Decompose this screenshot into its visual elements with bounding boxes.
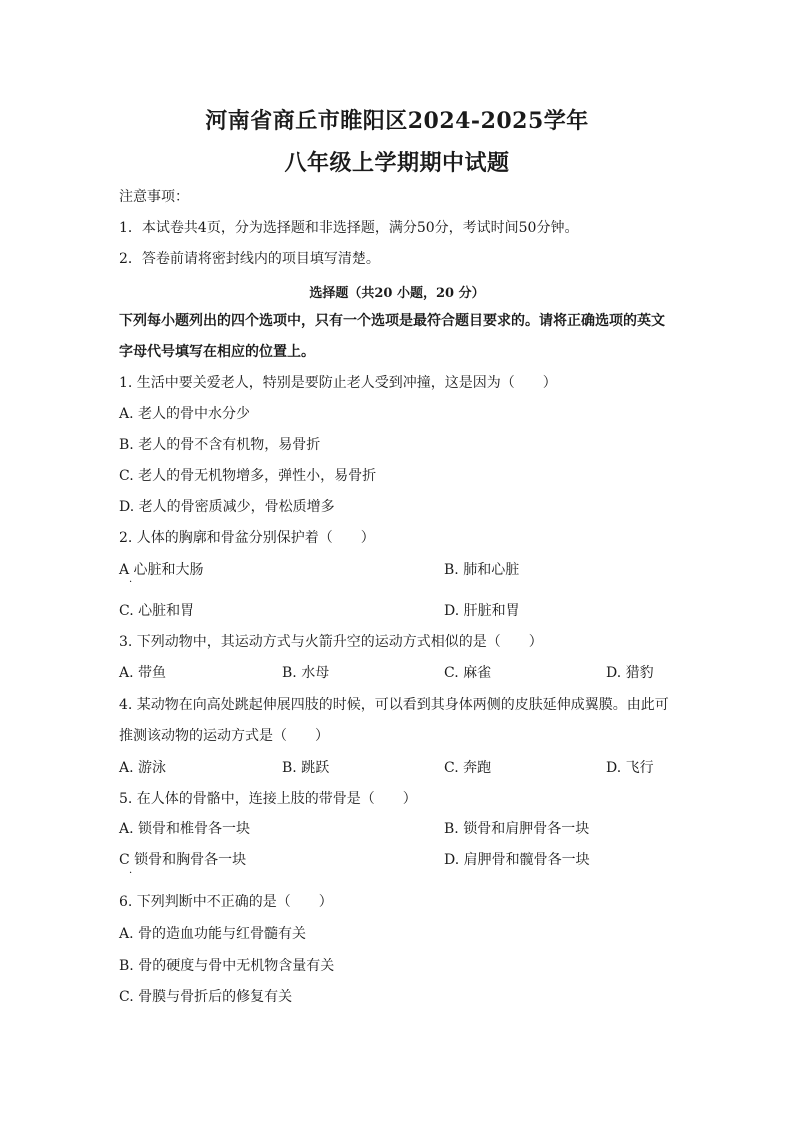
question-4-option-c: C. 奔跑 — [444, 760, 492, 776]
notes-item-1: 1．本试卷共4页，分为选择题和非选择题，满分50分，考试时间50分钟。 — [119, 220, 579, 236]
section-instruction-line1: 下列每小题列出的四个选项中，只有一个选项是最符合题目要求的。请将正确选项的英文 — [119, 313, 665, 329]
question-3-option-c: C. 麻雀 — [444, 665, 492, 681]
question-6-option-a: A. 骨的造血功能与红骨髓有关 — [119, 926, 307, 942]
stray-dot-mark: · — [129, 868, 133, 879]
question-1-option-d: D. 老人的骨密质减少，骨松质增多 — [119, 499, 335, 515]
question-1-stem: 1. 生活中要关爱老人，特别是要防止老人受到冲撞，这是因为（ ） — [119, 375, 557, 391]
question-3-option-b: B. 水母 — [282, 665, 330, 681]
question-2-option-a: A 心脏和大肠 — [119, 562, 204, 578]
exam-title-line2: 八年级上学期期中试题 — [284, 150, 510, 176]
question-1-option-a: A. 老人的骨中水分少 — [119, 406, 251, 422]
question-2-option-c: C. 心脏和胃 — [119, 603, 195, 619]
question-3-stem: 3. 下列动物中，其运动方式与火箭升空的运动方式相似的是（ ） — [119, 634, 543, 650]
question-5-option-a: A. 锁骨和椎骨各一块 — [119, 821, 251, 837]
exam-title-line1: 河南省商丘市睢阳区2024-2025学年 — [205, 108, 589, 134]
question-5-option-c: C 锁骨和胸骨各一块 — [119, 852, 247, 868]
question-3-option-d: D. 猎豹 — [606, 665, 654, 681]
section-instruction-line2: 字母代号填写在相应的位置上。 — [119, 344, 315, 360]
notes-item-2: 2．答卷前请将密封线内的项目填写清楚。 — [119, 251, 380, 267]
question-1-option-c: C. 老人的骨无机物增多，弹性小，易骨折 — [119, 468, 377, 484]
question-4-option-d: D. 飞行 — [606, 760, 654, 776]
question-5-stem: 5. 在人体的骨骼中，连接上肢的带骨是（ ） — [119, 791, 417, 807]
question-6-option-c: C. 骨膜与骨折后的修复有关 — [119, 989, 293, 1005]
question-4-stem-line1: 4. 某动物在向高处跳起伸展四肢的时候，可以看到其身体两侧的皮肤延伸成翼膜。由此可 — [119, 697, 669, 713]
question-2-option-d: D. 肝脏和胃 — [444, 603, 520, 619]
question-3-option-a: A. 带鱼 — [119, 665, 167, 681]
section-heading: 选择题（共20 小题，20 分） — [309, 286, 485, 301]
question-4-option-b: B. 跳跃 — [282, 760, 330, 776]
question-2-stem: 2. 人体的胸廓和骨盆分别保护着（ ） — [119, 530, 375, 546]
question-6-stem: 6. 下列判断中不正确的是（ ） — [119, 894, 333, 910]
question-5-option-d: D. 肩胛骨和髋骨各一块 — [444, 852, 590, 868]
question-4-stem-line2: 推测该动物的运动方式是（ ） — [119, 728, 329, 744]
stray-dot-mark: · — [129, 577, 133, 588]
question-2-option-b: B. 肺和心脏 — [444, 562, 520, 578]
question-1-option-b: B. 老人的骨不含有机物，易骨折 — [119, 437, 321, 453]
notes-heading: 注意事项： — [119, 189, 189, 205]
question-6-option-b: B. 骨的硬度与骨中无机物含量有关 — [119, 958, 335, 974]
question-5-option-b: B. 锁骨和肩胛骨各一块 — [444, 821, 590, 837]
question-4-option-a: A. 游泳 — [119, 760, 167, 776]
